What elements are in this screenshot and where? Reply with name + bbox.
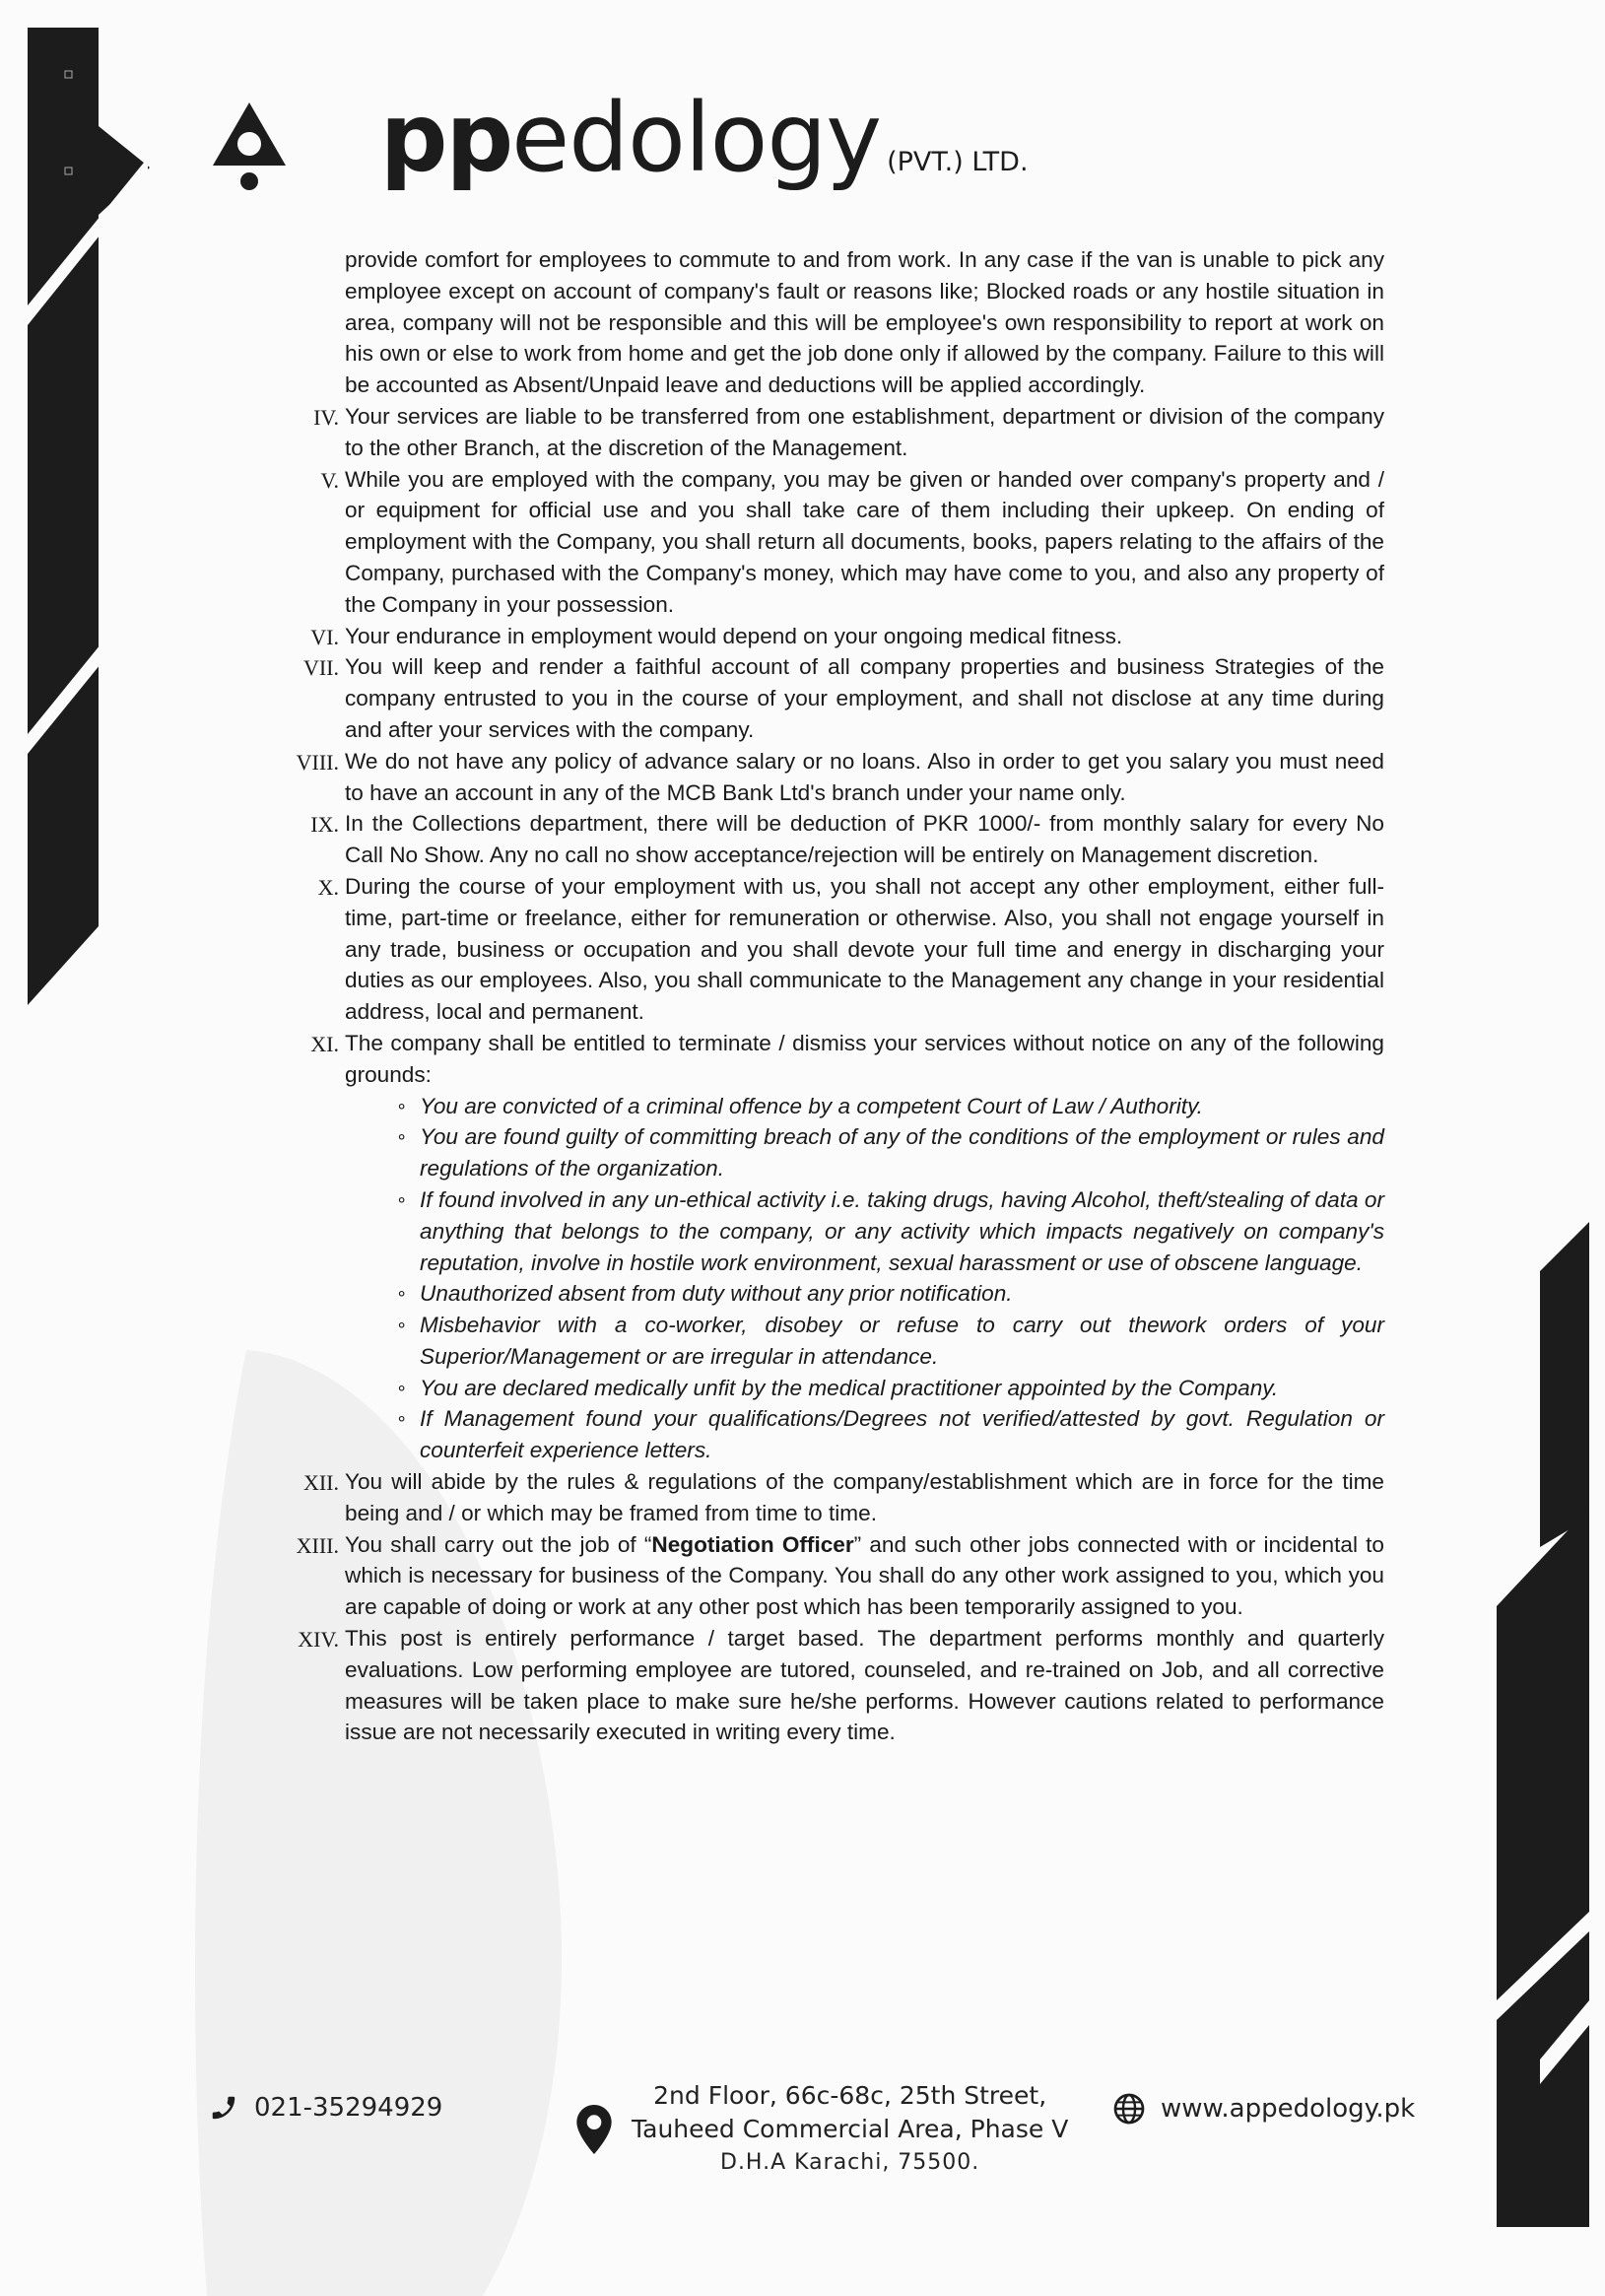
clause-x bbox=[276, 871, 1384, 1028]
clause-iv bbox=[276, 401, 1384, 464]
clause-text: In the Collections department, there will be deduction of PKR 1000/- from monthly salary for every No Call No Show. Any no call no show acceptance/rejection will be entirely on Management discretion. bbox=[345, 811, 1384, 868]
phone-number: 021-35294929 bbox=[254, 2093, 443, 2123]
ground-text: Misbehavior with a co-worker, disobey or refuse to carry out thework orders of your Superior/Management or are irregular in attendance. bbox=[420, 1313, 1384, 1369]
list-item bbox=[396, 1184, 1384, 1278]
clause-number: VI. bbox=[310, 624, 339, 649]
clause-list bbox=[276, 401, 1384, 1748]
clause-vi bbox=[276, 621, 1384, 652]
footer-address bbox=[576, 2079, 1068, 2180]
ground-text: If found involved in any un-ethical activity i.e. taking drugs, having Alcohol, theft/stealing of data or anything that belongs to the company, or any activity which impacts negatively on company's reputation, involve in hostile work environment, sexual harassment or use of obscene language. bbox=[420, 1186, 1384, 1275]
clause-xiii bbox=[276, 1529, 1384, 1623]
clause-viii bbox=[276, 746, 1384, 809]
clause-number: VII. bbox=[302, 655, 339, 681]
logo-rest-text: edology bbox=[511, 83, 882, 193]
clause-number: XI. bbox=[310, 1031, 339, 1056]
job-title: Negotiation Officer bbox=[651, 1531, 854, 1557]
clause-text: During the course of your employment with us, you shall not accept any other employment, either full-time, part-time or freelance, either for remuneration or otherwise. Also, you shall not engage yourself in any trade, business or occupation and you shall devote your full time and energy in discharging your duties as our employees. Also, you shall communicate to the Management any change in your residential address, local and permanent. bbox=[345, 873, 1384, 1025]
list-item bbox=[396, 1310, 1384, 1373]
document-body bbox=[276, 244, 1384, 1748]
website-link[interactable]: www.appedology.pk bbox=[1161, 2094, 1416, 2124]
bullet-circle-icon: ∘ bbox=[396, 1377, 408, 1397]
logo-pp-text: pp bbox=[379, 83, 512, 193]
clause-number: XII. bbox=[302, 1470, 339, 1496]
clause-number: IX. bbox=[310, 812, 339, 838]
left-decorative-band bbox=[0, 0, 158, 1084]
clause-text: Your endurance in employment would depend on your ongoing medical fitness. bbox=[345, 623, 1123, 648]
list-item bbox=[396, 1278, 1384, 1310]
clause-number: XIII. bbox=[296, 1532, 339, 1558]
clause-xiv bbox=[276, 1623, 1384, 1748]
clause-text-post: ” and such other jobs connected with or incidental to which is necessary for business of the Company. You shall do any other work assigned to you, which you are capable of doing or work at any other post which has been temporarily assigned to you. bbox=[345, 1531, 1384, 1620]
clause-xi bbox=[276, 1028, 1384, 1466]
clause-number: IV. bbox=[313, 404, 339, 430]
ground-text: You are found guilty of committing breach of any of the conditions of the employment or rules and regulations of the organization. bbox=[420, 1124, 1384, 1182]
address-block bbox=[632, 2079, 1068, 2180]
list-item bbox=[396, 1373, 1384, 1404]
address-line-1: 2nd Floor, 66c-68c, 25th Street, bbox=[653, 2081, 1047, 2110]
list-item bbox=[396, 1121, 1384, 1184]
logo-suffix-text: (PVT.) LTD. bbox=[887, 147, 1029, 177]
continuation-paragraph: provide comfort for employees to commute to and from work. In any case if the van is unable to pick any employee except on account of company's fault or reasons like; Blocked roads or any hostile situation in area, company will not be responsible and this will be employee's own responsibility to report at work on his own or else to work from home and get the job done only if allowed by the company. Failure to this will be accounted as Absent/Unpaid leave and deductions will be applied accordingly. bbox=[345, 247, 1384, 398]
footer-phone bbox=[209, 2093, 442, 2123]
address-line-2: Tauheed Commercial Area, Phase V bbox=[632, 2115, 1069, 2143]
bullet-circle-icon: ∘ bbox=[396, 1188, 408, 1209]
ground-text: Unauthorized absent from duty without any prior notification. bbox=[420, 1281, 1013, 1307]
ground-text: You are declared medically unfit by the medical practitioner appointed by the Company. bbox=[420, 1375, 1279, 1400]
clause-text: You will keep and render a faithful account of all company properties and business Strategies of the company entrusted to you in the course of your employment, and shall not disclose at any time during and after your services with the company. bbox=[345, 654, 1384, 742]
list-item bbox=[396, 1403, 1384, 1466]
page-footer bbox=[0, 2079, 1605, 2188]
phone-icon bbox=[209, 2093, 238, 2123]
clause-ix bbox=[276, 808, 1384, 871]
location-pin-icon bbox=[576, 2105, 612, 2154]
clause-xii bbox=[276, 1466, 1384, 1529]
clause-vii bbox=[276, 651, 1384, 745]
bullet-circle-icon: ∘ bbox=[396, 1095, 408, 1115]
clause-number: V. bbox=[320, 467, 339, 493]
clause-text: You will abide by the rules & regulations of the company/establishment which are in force for the time being and / or which may be framed from time to time. bbox=[345, 1469, 1384, 1525]
clause-text: Your services are liable to be transferred from one establishment, department or division of the company to the other Branch, at the discretion of the Management. bbox=[345, 403, 1384, 460]
bullet-circle-icon: ∘ bbox=[396, 1315, 408, 1335]
termination-grounds-list bbox=[345, 1091, 1384, 1467]
clause-text: While you are employed with the company, you may be given or handed over company's property and / or equipment for official use and you shall take care of them including their upkeep. On ending of employment with the Company, you shall return all documents, books, papers relating to the affairs of the Company, purchased with the Company's money, which may have come to you, and also any property of the Company in your possession. bbox=[345, 466, 1384, 617]
clause-v bbox=[276, 464, 1384, 621]
list-item bbox=[396, 1091, 1384, 1122]
bullet-circle-icon: ∘ bbox=[396, 1126, 408, 1147]
clause-text: This post is entirely performance / target based. The department performs monthly and quarterly evaluations. Low performing employee are tutored, counseled, and re-trained on Job, and all corrective measures will be taken place to make sure he/she performs. However cautions related to performance issue are not necessarily executed in writing every time. bbox=[345, 1626, 1384, 1745]
clause-text: The company shall be entitled to terminate / dismiss your services without notice on any of the following grounds: bbox=[345, 1030, 1384, 1087]
ground-text: You are convicted of a criminal offence by a competent Court of Law / Authority. bbox=[420, 1093, 1203, 1118]
clause-text: We do not have any policy of advance salary or no loans. Also in order to get you salary you must need to have an account in any of the MCB Bank Ltd's branch under your name only. bbox=[345, 748, 1384, 805]
clause-text-pre: You shall carry out the job of “ bbox=[345, 1531, 652, 1557]
footer-website bbox=[1113, 2093, 1415, 2125]
ground-text: If Management found your qualifications/Degrees not verified/attested by govt. Regulation or counterfeit experience letters. bbox=[420, 1406, 1384, 1463]
bullet-circle-icon: ∘ bbox=[396, 1408, 408, 1429]
clause-number: VIII. bbox=[296, 749, 339, 775]
clause-number: XIV. bbox=[298, 1627, 339, 1653]
address-line-3: D.H.A Karachi, 75500. bbox=[720, 2150, 980, 2175]
bullet-circle-icon: ∘ bbox=[396, 1283, 408, 1304]
globe-icon bbox=[1113, 2093, 1145, 2125]
clause-number: X. bbox=[317, 874, 339, 900]
